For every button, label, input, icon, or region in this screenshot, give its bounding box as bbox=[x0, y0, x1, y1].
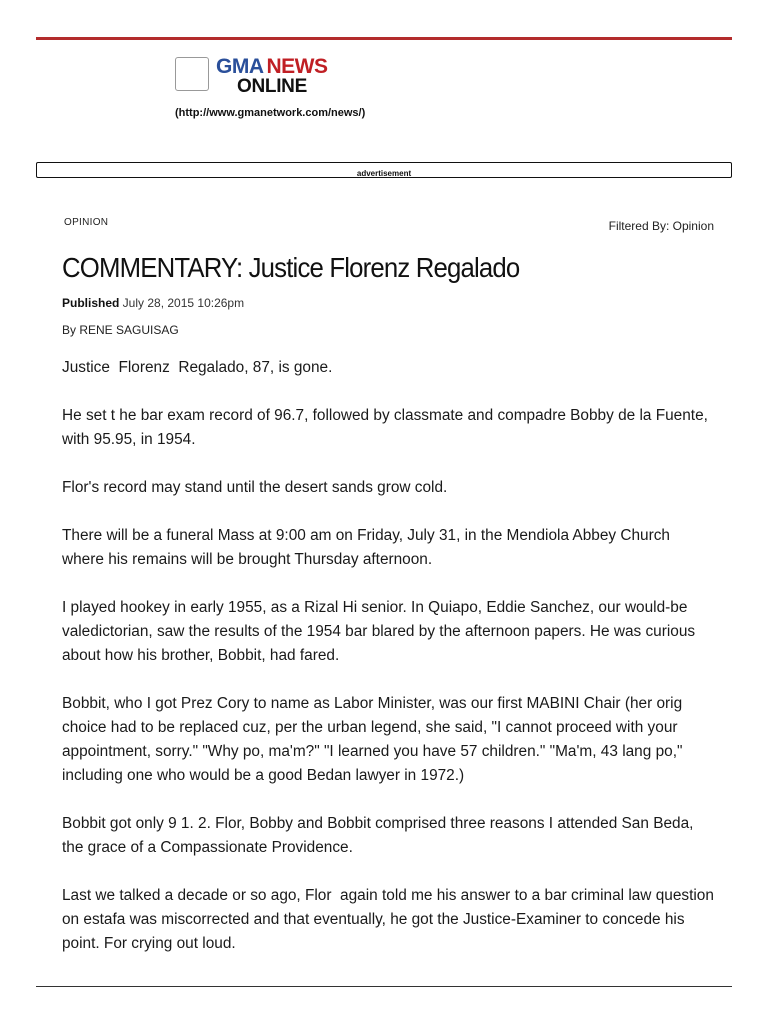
filter-label: Filtered By: Opinion bbox=[608, 219, 714, 233]
article-body bbox=[62, 356, 719, 980]
section-label[interactable]: OPINION bbox=[64, 217, 109, 228]
article-paragraph: Flor's record may stand until the desert sands grow cold. bbox=[62, 479, 448, 496]
logo-news: NEWS bbox=[266, 55, 328, 78]
article-title: COMMENTARY: Justice Florenz Regalado bbox=[62, 252, 520, 283]
article-paragraph: There will be a funeral Mass at 9:00 am on Friday, July 31, in the Mendiola Abbey Church where his remains will be brought Thursday afternoon. bbox=[62, 527, 675, 568]
article-paragraph: Justice Florenz Regalado, 87, is gone. bbox=[62, 359, 333, 376]
article-paragraph: Bobbit got only 9 1. 2. Flor, Bobby and Bobbit comprised three reasons I attended San Beda, the grace of a Compassionate Providence. bbox=[62, 815, 698, 856]
bottom-rule bbox=[36, 986, 732, 987]
published-label: Published bbox=[62, 296, 120, 310]
article-paragraph: Bobbit, who I got Prez Cory to name as Labor Minister, was our first MABINI Chair (her orig choice had to be replaced cuz, per the urban legend, she said, "I cannot proceed with your appointment, sorry." "Why po, ma'm?" "I learned you have 57 children." "Ma'm, 43 lang po," including one who would be a good Bedan lawyer in 1972.) bbox=[62, 695, 687, 784]
article-paragraph: He set t he bar exam record of 96.7, followed by classmate and compadre Bobby de la Fuente, with 95.95, in 1954. bbox=[62, 407, 717, 448]
logo-gma: GMA bbox=[216, 55, 264, 78]
top-rule bbox=[36, 37, 732, 40]
published-date: July 28, 2015 10:26pm bbox=[119, 296, 245, 310]
advertisement-label: advertisement bbox=[356, 169, 412, 178]
logo-image-icon[interactable] bbox=[175, 57, 209, 91]
logo-online: ONLINE bbox=[237, 76, 307, 97]
published-line bbox=[62, 296, 244, 310]
article-paragraph: I played hookey in early 1955, as a Rizal Hi senior. In Quiapo, Eddie Sanchez, our would-be valedictorian, saw the results of the 1954 bar blared by the afternoon papers. He was curious about how his brother, Bobbit, had fared. bbox=[62, 599, 700, 664]
advertisement-banner[interactable] bbox=[36, 162, 732, 178]
site-logo[interactable] bbox=[216, 55, 328, 97]
byline: By RENE SAGUISAG bbox=[62, 323, 179, 337]
article-paragraph: Last we talked a decade or so ago, Flor again told me his answer to a bar criminal law question on estafa was miscorrected and that eventually, he got the Justice-Examiner to concede his point. For crying out loud. bbox=[62, 887, 719, 952]
site-url: (http://www.gmanetwork.com/news/) bbox=[175, 107, 366, 119]
